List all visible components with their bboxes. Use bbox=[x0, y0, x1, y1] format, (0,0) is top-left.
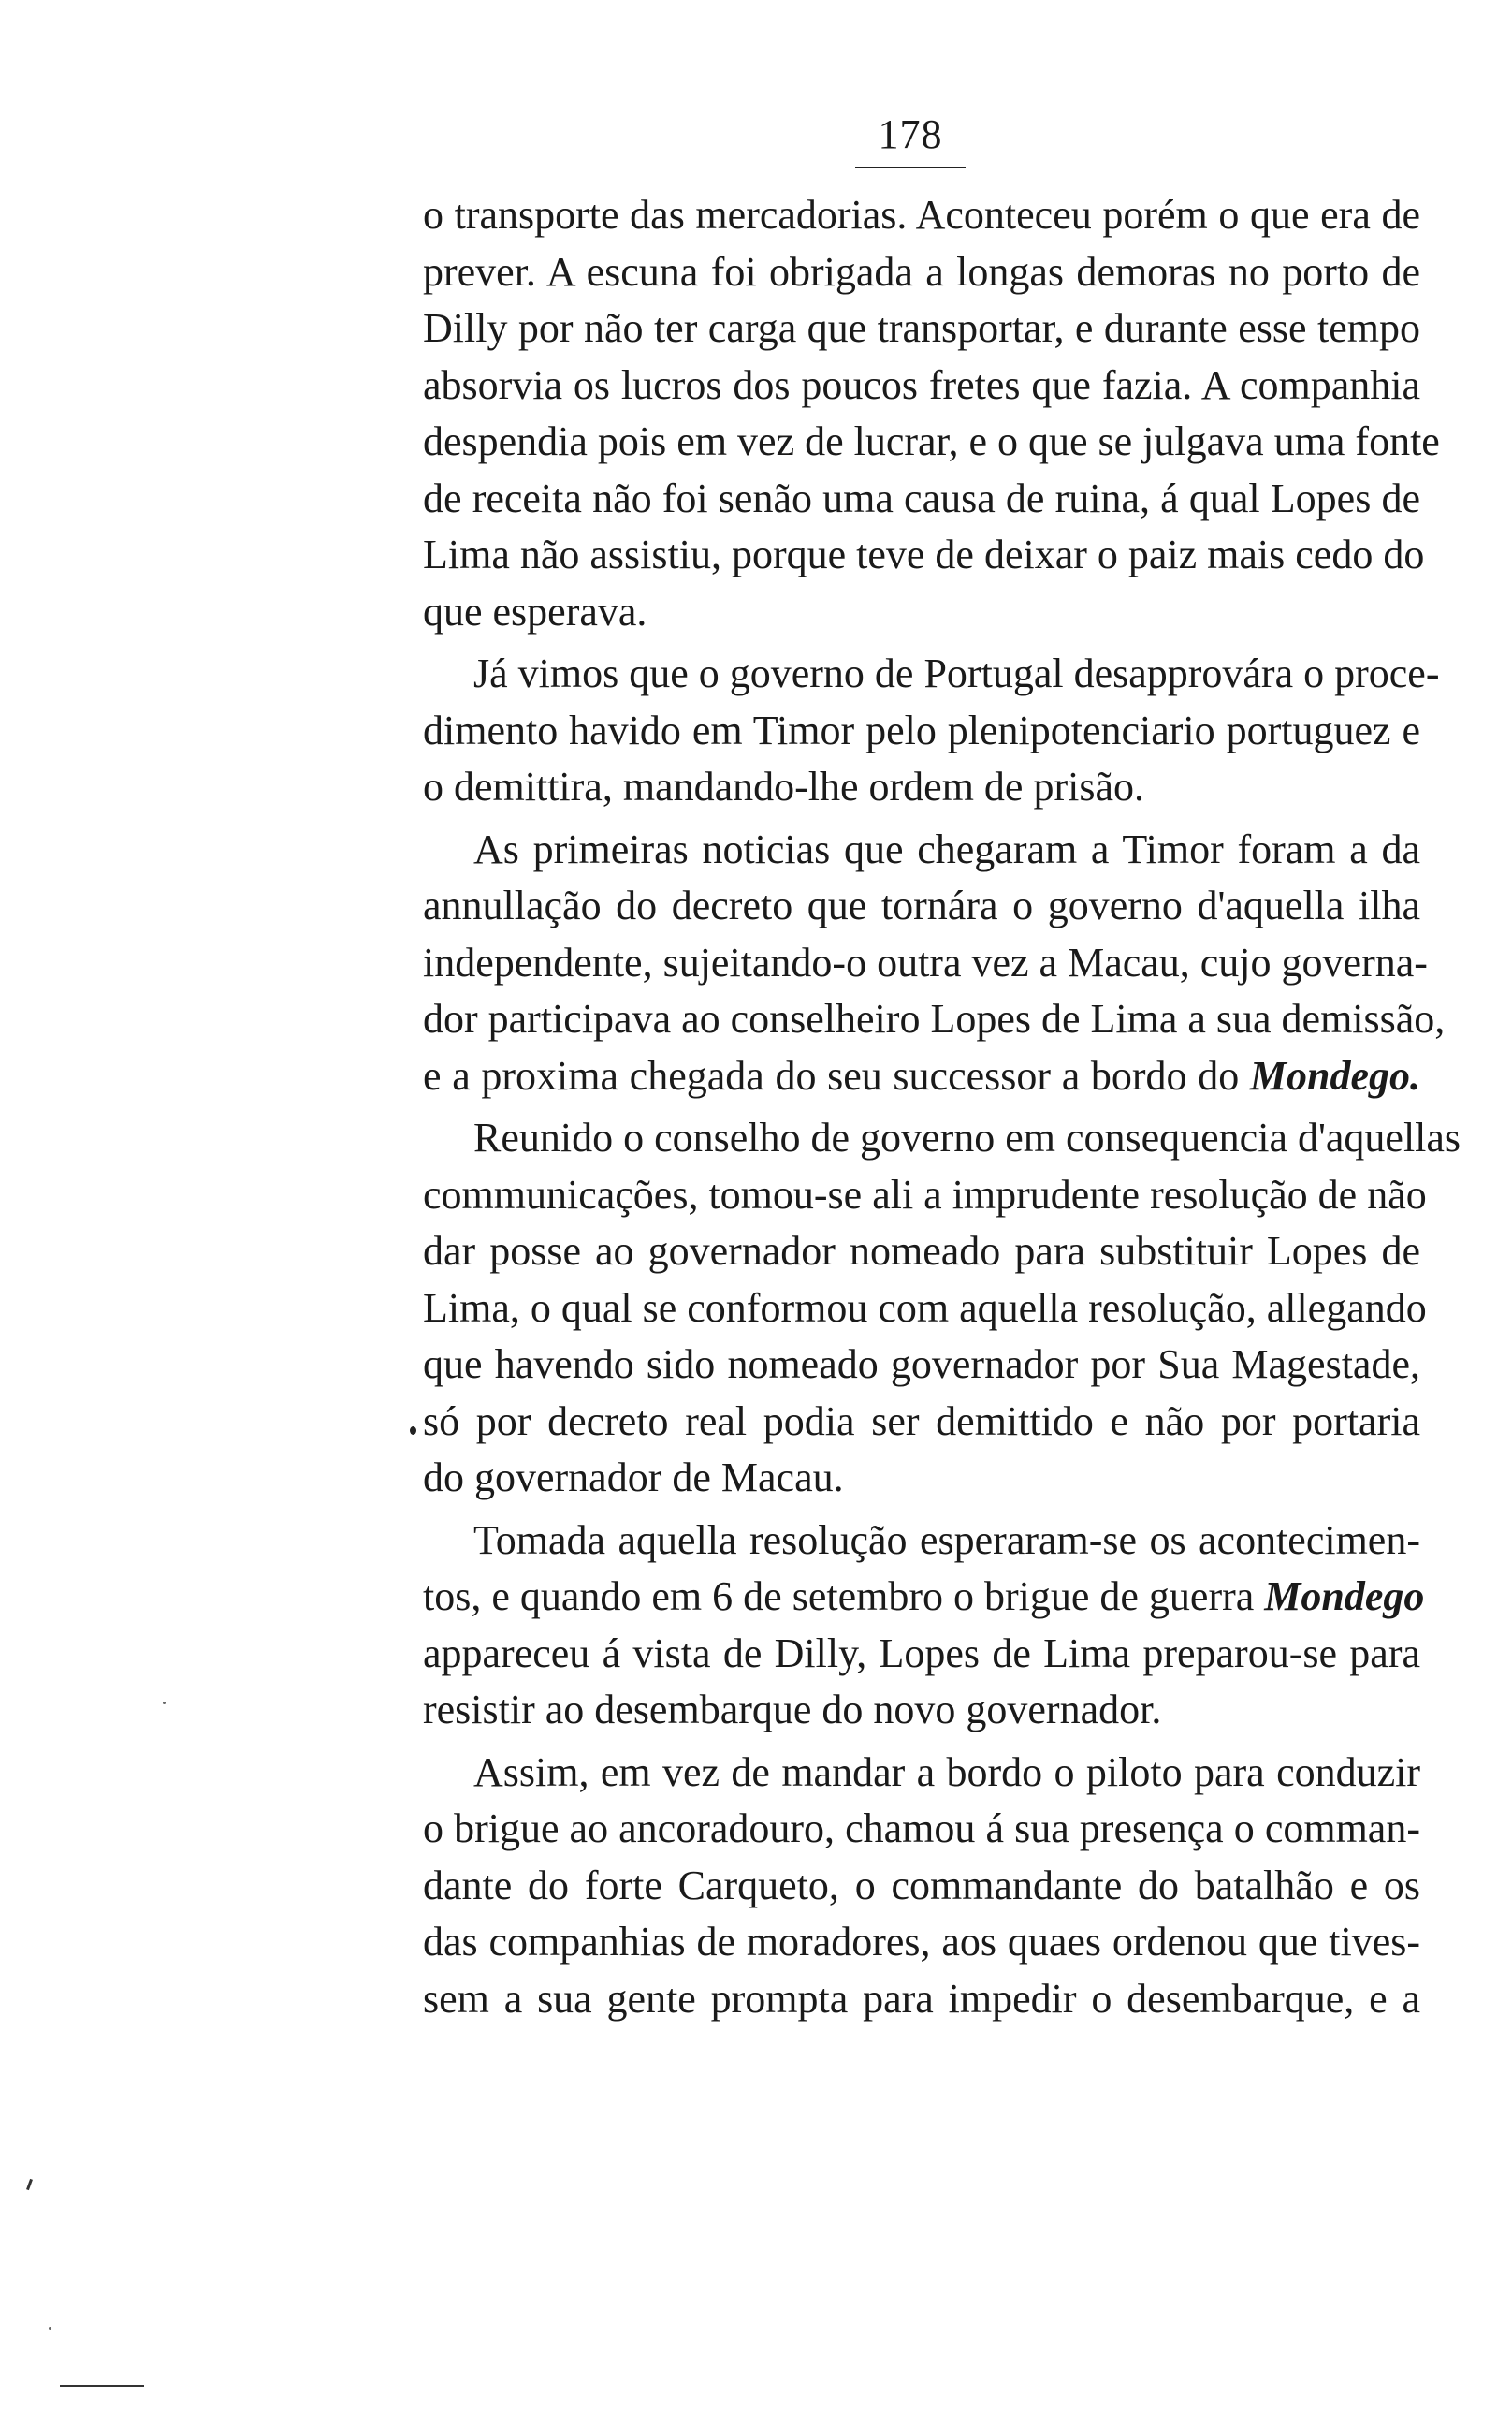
text-line: de receita não foi senão uma causa de ruina, á qual Lopes de bbox=[423, 475, 1420, 521]
text-line: annullação do decreto que tornára o governo d'aquella ilha bbox=[423, 883, 1420, 928]
ink-dot bbox=[410, 1426, 416, 1435]
text-line: Assim, em vez de mandar a bordo o piloto para conduzir bbox=[473, 1748, 1420, 1795]
text-line: sem a sua gente prompta para impedir o desembarque, e a bbox=[423, 1975, 1420, 2022]
text-line: dor participava ao conselheiro Lopes de Lima a sua demissão, bbox=[423, 996, 1446, 1042]
text-line: absorvia os lucros dos poucos fretes que fazia. A companhia bbox=[423, 361, 1420, 408]
bottom-rule-mark bbox=[60, 2385, 144, 2387]
text-line: dante do forte Carqueto, o commandante do batalhão e os bbox=[423, 1862, 1420, 1908]
paragraph-6 bbox=[423, 1745, 1420, 2028]
text-line: o transporte das mercadorias. Aconteceu porém o que era de bbox=[423, 192, 1420, 238]
text-line: o brigue ao ancoradouro, chamou á sua presença o comman- bbox=[423, 1805, 1420, 1851]
text-line: Já vimos que o governo de Portugal desapprovára o proce- bbox=[473, 650, 1440, 696]
text-line: Lima não assistiu, porque teve de deixar o paiz mais cedo do bbox=[423, 532, 1425, 577]
text-line: dimento havido em Timor pelo plenipotenciario portuguez e bbox=[423, 707, 1420, 753]
text-line-head: e a proxima chegada do seu successor a bordo do bbox=[423, 1052, 1240, 1099]
paragraph-2 bbox=[423, 646, 1440, 816]
text-line: Dilly por não ter carga que transportar, e durante esse tempo bbox=[423, 305, 1420, 351]
text-line: que havendo sido nomeado governador por Sua Magestade, bbox=[423, 1341, 1420, 1387]
ship-name: Mondego bbox=[1264, 1573, 1425, 1619]
text-line: das companhias de moradores, aos quaes ordenou que tives- bbox=[423, 1919, 1420, 1965]
text-line: Reunido o conselho de governo em consequencia d'aquellas bbox=[473, 1115, 1461, 1161]
text-line: dar posse ao governador nomeado para substituir Lopes de bbox=[423, 1228, 1420, 1274]
text-line-head: tos, e quando em 6 de setembro o brigue de guerra bbox=[423, 1573, 1255, 1619]
text-line: independente, sujeitando-o outra vez a Macau, cujo governa- bbox=[423, 939, 1428, 986]
paragraph-5 bbox=[423, 1512, 1425, 1739]
text-line: Tomada aquella resolução esperaram-se os acontecimen- bbox=[473, 1516, 1420, 1563]
text-line: Lima, o qual se conformou com aquella resolução, allegando bbox=[423, 1284, 1427, 1331]
body-text bbox=[423, 187, 1461, 2027]
text-line: do governador de Macau. bbox=[423, 1454, 844, 1500]
ink-speck bbox=[49, 2327, 51, 2330]
text-line: prever. A escuna foi obrigada a longas demoras no porto de bbox=[423, 248, 1420, 295]
text-line: appareceu á vista de Dilly, Lopes de Lima preparou-se para bbox=[423, 1629, 1420, 1676]
text-line: só por decreto real podia ser demittido e não por portaria bbox=[423, 1397, 1420, 1444]
ship-name: Mondego. bbox=[1249, 1052, 1421, 1099]
paragraph-4 bbox=[423, 1110, 1461, 1507]
text-line: que esperava. bbox=[423, 588, 647, 635]
text-line: o demittira, mandando-lhe ordem de prisão. bbox=[423, 764, 1144, 810]
page-number: 178 bbox=[878, 111, 943, 157]
paragraph-3 bbox=[423, 822, 1446, 1105]
text-line: communicações, tomou-se ali a imprudente resolução de não bbox=[423, 1171, 1427, 1218]
ink-tick bbox=[26, 2179, 33, 2190]
text-line bbox=[423, 1569, 1425, 1626]
text-line: As primeiras noticias que chegaram a Timor foram a da bbox=[473, 826, 1420, 872]
text-line: despendia pois em vez de lucrar, e o que se julgava uma fonte bbox=[423, 418, 1440, 464]
text-line: resistir ao desembarque do novo governador. bbox=[423, 1687, 1162, 1732]
page-number-rule bbox=[855, 167, 966, 168]
ink-speck bbox=[163, 1702, 166, 1704]
paragraph-1 bbox=[423, 187, 1440, 640]
text-line bbox=[423, 1048, 1420, 1105]
